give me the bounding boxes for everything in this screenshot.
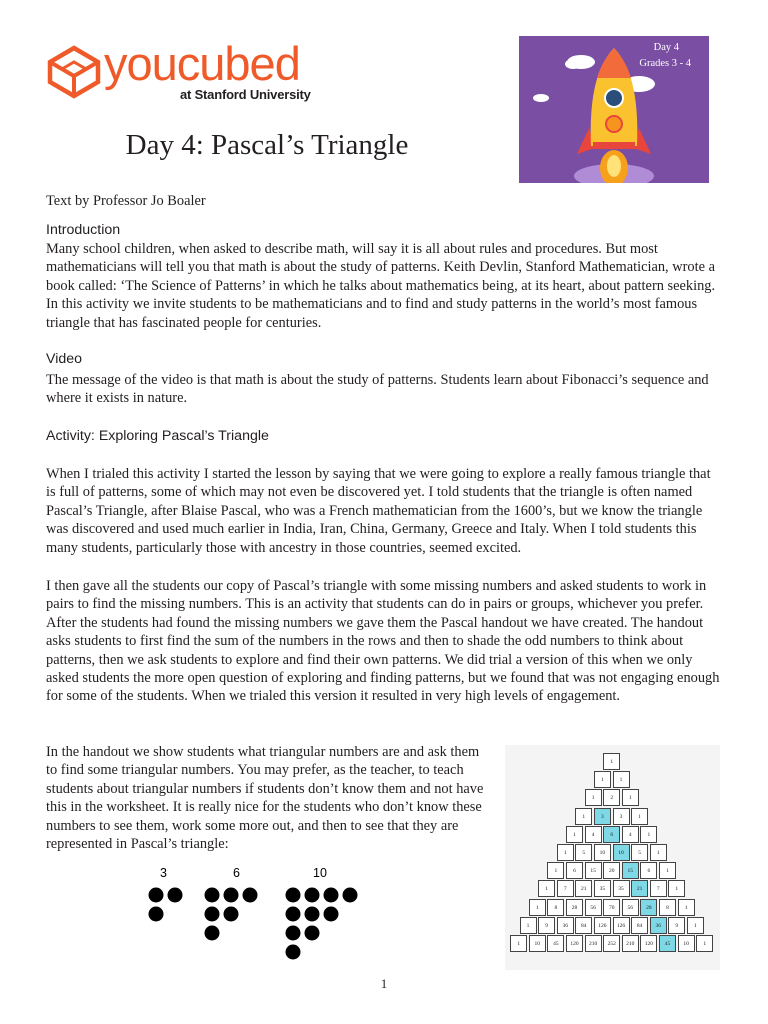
- pascal-cell: 10: [529, 935, 546, 952]
- triangular-dot: [305, 888, 320, 903]
- triangular-dot: [243, 888, 258, 903]
- pascal-cell: 210: [585, 935, 602, 952]
- pascal-cell: 1: [622, 789, 639, 806]
- pascal-cell: 210: [622, 935, 639, 952]
- pascal-cell: 1: [687, 917, 704, 934]
- pascal-cell: 1: [678, 899, 695, 916]
- pascal-cell: 15: [622, 862, 639, 879]
- rocket-illustration: [519, 36, 709, 183]
- page-title: Day 4: Pascal’s Triangle: [125, 129, 409, 161]
- pascal-cell: 20: [603, 862, 620, 879]
- pascal-cell: 1: [557, 844, 574, 861]
- pascal-cell: 1: [640, 826, 657, 843]
- triangular-dot: [168, 888, 183, 903]
- pascal-cell: 6: [603, 826, 620, 843]
- triangular-label-3: 3: [160, 866, 167, 880]
- pascal-cell: 15: [585, 862, 602, 879]
- triangular-label-10: 10: [313, 866, 327, 880]
- introduction-heading: Introduction: [46, 222, 121, 238]
- activity-heading: Activity: Exploring Pascal’s Triangle: [46, 428, 269, 444]
- pascal-cell: 9: [668, 917, 685, 934]
- triangular-dot: [224, 907, 239, 922]
- pascal-cell: 5: [631, 844, 648, 861]
- pascal-cell: 1: [613, 771, 630, 788]
- pascal-cell: 1: [566, 826, 583, 843]
- pascal-cell: 1: [594, 771, 611, 788]
- triangular-dot: [149, 907, 164, 922]
- activity-paragraph-3: In the handout we show students what triangular numbers are and ask them to find some triangular numbers. You may prefer, as the teacher, to teach students about triangular numbers if students don’t know them and not have this in the worksheet. It is really nice for the students who don’t know these numbers to see them, work some more out, and then to see that they are represented in Pascal’s triangle:: [46, 744, 484, 853]
- pascal-cell: 1: [520, 917, 537, 934]
- triangular-dot: [343, 888, 358, 903]
- logo-wordmark: youcubed: [104, 37, 300, 90]
- pascal-cell: 4: [622, 826, 639, 843]
- pascal-cell: 126: [594, 917, 611, 934]
- video-paragraph: The message of the video is that math is about the study of patterns. Students learn about Fibonacci’s sequence and where it exists in nature.: [46, 372, 709, 407]
- pascal-cell: 8: [547, 899, 564, 916]
- pascal-cell: 1: [659, 862, 676, 879]
- pascal-cell: 120: [566, 935, 583, 952]
- triangular-dot: [205, 888, 220, 903]
- introduction-paragraph: Many school children, when asked to describe math, will say it is all about rules and procedures. But most mathematicians will tell you that math is about the study of patterns. Keith Devlin, Stanford Mathematician, wrote a book called: ‘The Science of Patterns’ in which he talks about mathematics being, at its heart, about pattern seeking. In this activity we invite students to be mathematicians and to find and study patterns in the world’s most famous triangle that has fascinated people for centuries.: [46, 241, 716, 331]
- pascal-cell: 21: [631, 880, 648, 897]
- pascal-cell: 126: [613, 917, 630, 934]
- pascal-cell: 7: [557, 880, 574, 897]
- cover-day-label: Day 4: [653, 42, 679, 53]
- logo-subtitle: at Stanford University: [180, 87, 311, 102]
- pascal-cell: 84: [575, 917, 592, 934]
- pascal-cell: 1: [529, 899, 546, 916]
- pascal-cell: 3: [594, 808, 611, 825]
- pascal-cell: 1: [650, 844, 667, 861]
- pascal-cell: 1: [696, 935, 713, 952]
- pascal-cell: 1: [631, 808, 648, 825]
- pascal-cell: 7: [650, 880, 667, 897]
- pascal-cell: 1: [603, 753, 620, 770]
- pascal-cell: 252: [603, 935, 620, 952]
- pascal-cell: 6: [566, 862, 583, 879]
- pascal-cell: 1: [668, 880, 685, 897]
- pascal-cell: 5: [575, 844, 592, 861]
- pascal-cell: 36: [650, 917, 667, 934]
- triangular-dot: [286, 926, 301, 941]
- triangular-dot: [149, 888, 164, 903]
- triangular-dot: [305, 907, 320, 922]
- triangular-dot: [324, 907, 339, 922]
- pascal-cell: 28: [566, 899, 583, 916]
- pascal-cell: 1: [510, 935, 527, 952]
- pascal-cell: 1: [585, 789, 602, 806]
- pascal-cell: 1: [538, 880, 555, 897]
- pascal-cell: 4: [585, 826, 602, 843]
- pascal-cell: 2: [603, 789, 620, 806]
- pascal-cell: 28: [640, 899, 657, 916]
- triangular-dot: [205, 926, 220, 941]
- pascal-cell: 120: [640, 935, 657, 952]
- pascal-cell: 84: [631, 917, 648, 934]
- triangular-dot: [286, 907, 301, 922]
- youcubed-logo-icon: [46, 44, 102, 100]
- pascal-cell: 35: [613, 880, 630, 897]
- triangular-dot: [305, 926, 320, 941]
- triangular-dot: [324, 888, 339, 903]
- pascal-cell: 6: [640, 862, 657, 879]
- pascal-cell: 21: [575, 880, 592, 897]
- pascal-cell: 56: [622, 899, 639, 916]
- pascal-cell: 8: [659, 899, 676, 916]
- pascal-cell: 35: [594, 880, 611, 897]
- activity-paragraph-2: I then gave all the students our copy of Pascal’s triangle with some missing numbers and asked students to work in pairs to find the missing numbers. This is an activity that students can do in pairs or groups, whichever you prefer. After the students had found the missing numbers we gave them the Pascal handout we have created. The handout asks students to first find the sum of the numbers in the rows and then to shade the odd numbers to think about patterns, then we ask students to explore and find their own patterns. We did trial a version of this when we only asked students the more open question of exploring and finding patterns, but we found that was not engaging enough for some of the students. When we trialed this version it resulted in very high levels of engagement.: [46, 578, 720, 705]
- triangular-dot: [286, 945, 301, 960]
- pascal-triangle-figure: [505, 745, 720, 970]
- pascal-cell: 1: [547, 862, 564, 879]
- activity-paragraph-1: When I trialed this activity I started the lesson by saying that we were going to explore a really famous triangle that is full of patterns, some of which may not even be discovered yet. I told students that the triangle is often named Pascal’s Triangle, after Blaise Pascal, who was a French mathematician from the 1600’s, but we know the triangle was discovered and used much earlier in India, Iran, China, Germany, Greece and Italy. When I told students this many students, particularly those with ancestry in those countries, seemed excited.: [46, 466, 711, 556]
- video-heading: Video: [46, 351, 83, 367]
- cover-grades-label: Grades 3 - 4: [639, 58, 691, 69]
- triangular-dot: [224, 888, 239, 903]
- pascal-cell: 9: [538, 917, 555, 934]
- pascal-cell: 3: [613, 808, 630, 825]
- pascal-cell: 45: [659, 935, 676, 952]
- triangular-dot: [205, 907, 220, 922]
- pascal-cell: 10: [594, 844, 611, 861]
- page-number: 1: [380, 976, 388, 991]
- pascal-cell: 45: [547, 935, 564, 952]
- triangular-dot: [286, 888, 301, 903]
- pascal-cell: 56: [585, 899, 602, 916]
- pascal-cell: 70: [603, 899, 620, 916]
- triangular-numbers-figure: [130, 862, 366, 972]
- pascal-cell: 36: [557, 917, 574, 934]
- pascal-cell: 1: [575, 808, 592, 825]
- pascal-cell: 10: [613, 844, 630, 861]
- pascal-cell: 10: [678, 935, 695, 952]
- byline: Text by Professor Jo Boaler: [46, 193, 206, 209]
- triangular-label-6: 6: [233, 866, 240, 880]
